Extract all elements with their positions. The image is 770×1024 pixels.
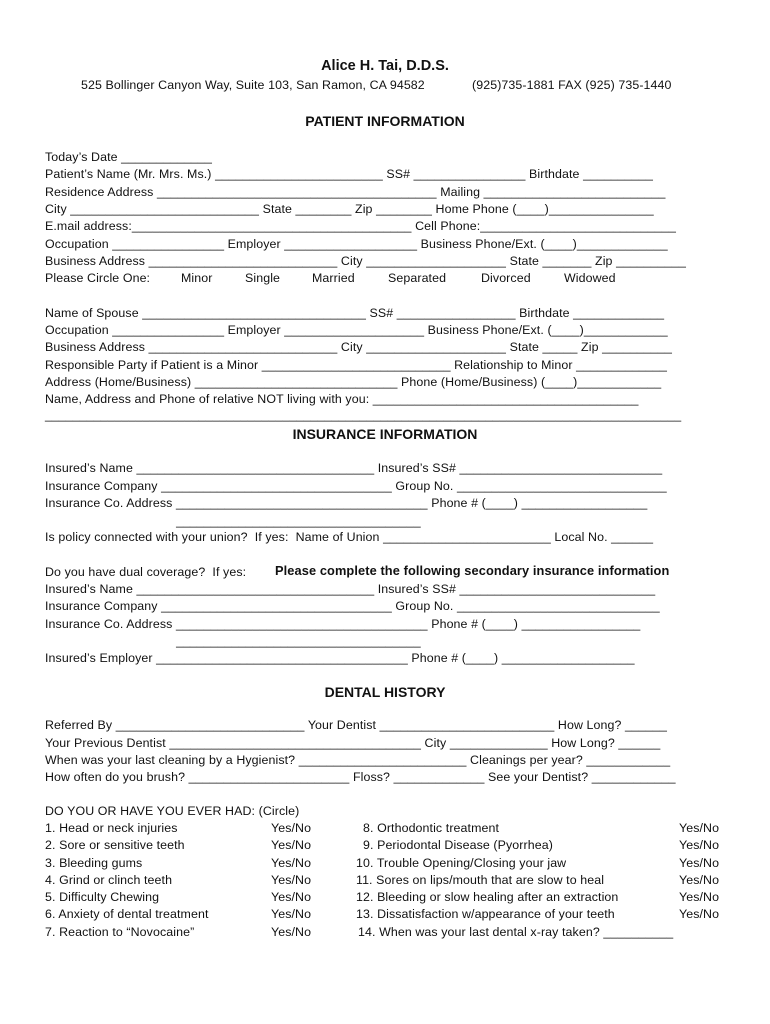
status-option-divorced[interactable]: Divorced — [481, 271, 531, 285]
insurance-line: Insurance Company _________________________________ Group No. ______________________________ — [45, 479, 667, 493]
practice-phone-fax: (925)735-1881 FAX (925) 735-1440 — [472, 78, 672, 92]
patient-line: E.mail address:________________________________________ Cell Phone:____________________________ — [45, 219, 676, 233]
patient-line: Business Address ___________________________ City ____________________ State _______ Zip __________ — [45, 254, 686, 268]
secondary-insurance-instruction: Please complete the following secondary insurance information — [275, 563, 670, 578]
yes-no-option[interactable]: Yes/No — [679, 890, 720, 904]
yes-no-option[interactable]: Yes/No — [679, 821, 720, 835]
insurance-address-continuation: ___________________________________ — [45, 514, 421, 528]
patient-line: Today’s Date _____________ — [45, 150, 213, 164]
yes-no-option[interactable]: Yes/No — [679, 838, 720, 852]
yes-no-option[interactable]: Yes/No — [271, 821, 312, 835]
dental-line: Referred By ___________________________ Your Dentist _________________________ How Long? ______ — [45, 718, 668, 732]
yes-no-option[interactable]: Yes/No — [271, 925, 312, 939]
patient-line: Occupation ________________ Employer ___________________ Business Phone/Ext. (____)_____________ — [45, 237, 668, 251]
dental-line: Your Previous Dentist ____________________________________ City ______________ How Long? ______ — [45, 736, 661, 750]
history-item: 5. Difficulty Chewing — [45, 890, 160, 904]
history-item: 7. Reaction to “Novocaine” — [45, 925, 195, 939]
have-had-title: DO YOU OR HAVE YOU EVER HAD: (Circle) — [45, 804, 300, 818]
insurance-line: Insurance Co. Address ____________________________________ Phone # (____) __________________ — [45, 496, 648, 510]
yes-no-option[interactable]: Yes/No — [679, 856, 720, 870]
patient-information-title: PATIENT INFORMATION — [305, 113, 465, 129]
spouse-line: Address (Home/Business) _____________________________ Phone (Home/Business) (____)____________ — [45, 375, 662, 389]
history-item: 6. Anxiety of dental treatment — [45, 907, 209, 921]
dental-line: How often do you brush? _______________________ Floss? _____________ See your Dentist? ____________ — [45, 770, 676, 784]
status-option-single[interactable]: Single — [245, 271, 281, 285]
yes-no-option[interactable]: Yes/No — [271, 838, 312, 852]
spouse-line: Name of Spouse ________________________________ SS# _________________ Birthdate _____________ — [45, 306, 665, 320]
patient-line: City ___________________________ State ________ Zip ________ Home Phone (____)_______________ — [45, 202, 654, 216]
dental-history-title: DENTAL HISTORY — [324, 684, 446, 700]
history-item: 8. Orthodontic treatment — [363, 821, 500, 835]
secondary-address-continuation: ___________________________________ — [45, 634, 421, 648]
yes-no-option[interactable]: Yes/No — [679, 907, 720, 921]
status-option-married[interactable]: Married — [312, 271, 355, 285]
yes-no-option[interactable]: Yes/No — [271, 856, 312, 870]
yes-no-option[interactable]: Yes/No — [679, 873, 720, 887]
union-line: Is policy connected with your union? If yes: Name of Union ________________________ Local No. ______ — [45, 530, 654, 544]
patient-line: Residence Address ________________________________________ Mailing __________________________ — [45, 185, 666, 199]
secondary-insurance-line: Insurance Company _________________________________ Group No. _____________________________ — [45, 599, 660, 613]
practice-name: Alice H. Tai, D.D.S. — [321, 58, 449, 74]
dual-coverage-question: Do you have dual coverage? If yes: — [45, 565, 247, 579]
status-option-widowed[interactable]: Widowed — [564, 271, 616, 285]
history-item: 4. Grind or clinch teeth — [45, 873, 173, 887]
status-option-minor[interactable]: Minor — [181, 271, 213, 285]
history-item-xray: 14. When was your last dental x-ray taken? __________ — [358, 925, 674, 939]
history-item: 3. Bleeding gums — [45, 856, 143, 870]
spouse-line: Responsible Party if Patient is a Minor ___________________________ Relationship to Minor _____________ — [45, 358, 668, 372]
insurance-information-title: INSURANCE INFORMATION — [292, 426, 478, 442]
spouse-line: Occupation ________________ Employer ____________________ Business Phone/Ext. (____)____________ — [45, 323, 668, 337]
history-item: 2. Sore or sensitive teeth — [45, 838, 185, 852]
history-item: 12. Bleeding or slow healing after an extraction — [356, 890, 619, 904]
practice-address: 525 Bollinger Canyon Way, Suite 103, San Ramon, CA 94582 — [81, 78, 425, 92]
history-item: 11. Sores on lips/mouth that are slow to heal — [356, 873, 605, 887]
yes-no-option[interactable]: Yes/No — [271, 907, 312, 921]
secondary-insurance-line: Insured’s Name __________________________________ Insured’s SS# ____________________________ — [45, 582, 656, 596]
spouse-line: Business Address ___________________________ City ____________________ State _____ Zip __________ — [45, 340, 673, 354]
secondary-employer-line: Insured’s Employer ____________________________________ Phone # (____) ___________________ — [45, 651, 635, 665]
history-item: 1. Head or neck injuries — [45, 821, 178, 835]
patient-line: Patient’s Name (Mr. Mrs. Ms.) ________________________ SS# ________________ Birthdate __________ — [45, 167, 654, 181]
yes-no-option[interactable]: Yes/No — [271, 873, 312, 887]
secondary-insurance-line: Insurance Co. Address ____________________________________ Phone # (____) _________________ — [45, 617, 641, 631]
dental-line: When was your last cleaning by a Hygienist? ________________________ Cleanings per year? ____________ — [45, 753, 671, 767]
relative-line: Name, Address and Phone of relative NOT living with you: ______________________________________ — [45, 392, 639, 406]
history-item: 13. Dissatisfaction w/appearance of your teeth — [356, 907, 615, 921]
history-item: 10. Trouble Opening/Closing your jaw — [356, 856, 567, 870]
marital-status-label: Please Circle One: — [45, 271, 151, 285]
insurance-line: Insured’s Name __________________________________ Insured’s SS# _____________________________ — [45, 461, 663, 475]
relative-continuation-line: ___________________________________________________________________________________________ — [45, 408, 682, 422]
yes-no-option[interactable]: Yes/No — [271, 890, 312, 904]
history-item: 9. Periodontal Disease (Pyorrhea) — [363, 838, 553, 852]
status-option-separated[interactable]: Separated — [388, 271, 447, 285]
